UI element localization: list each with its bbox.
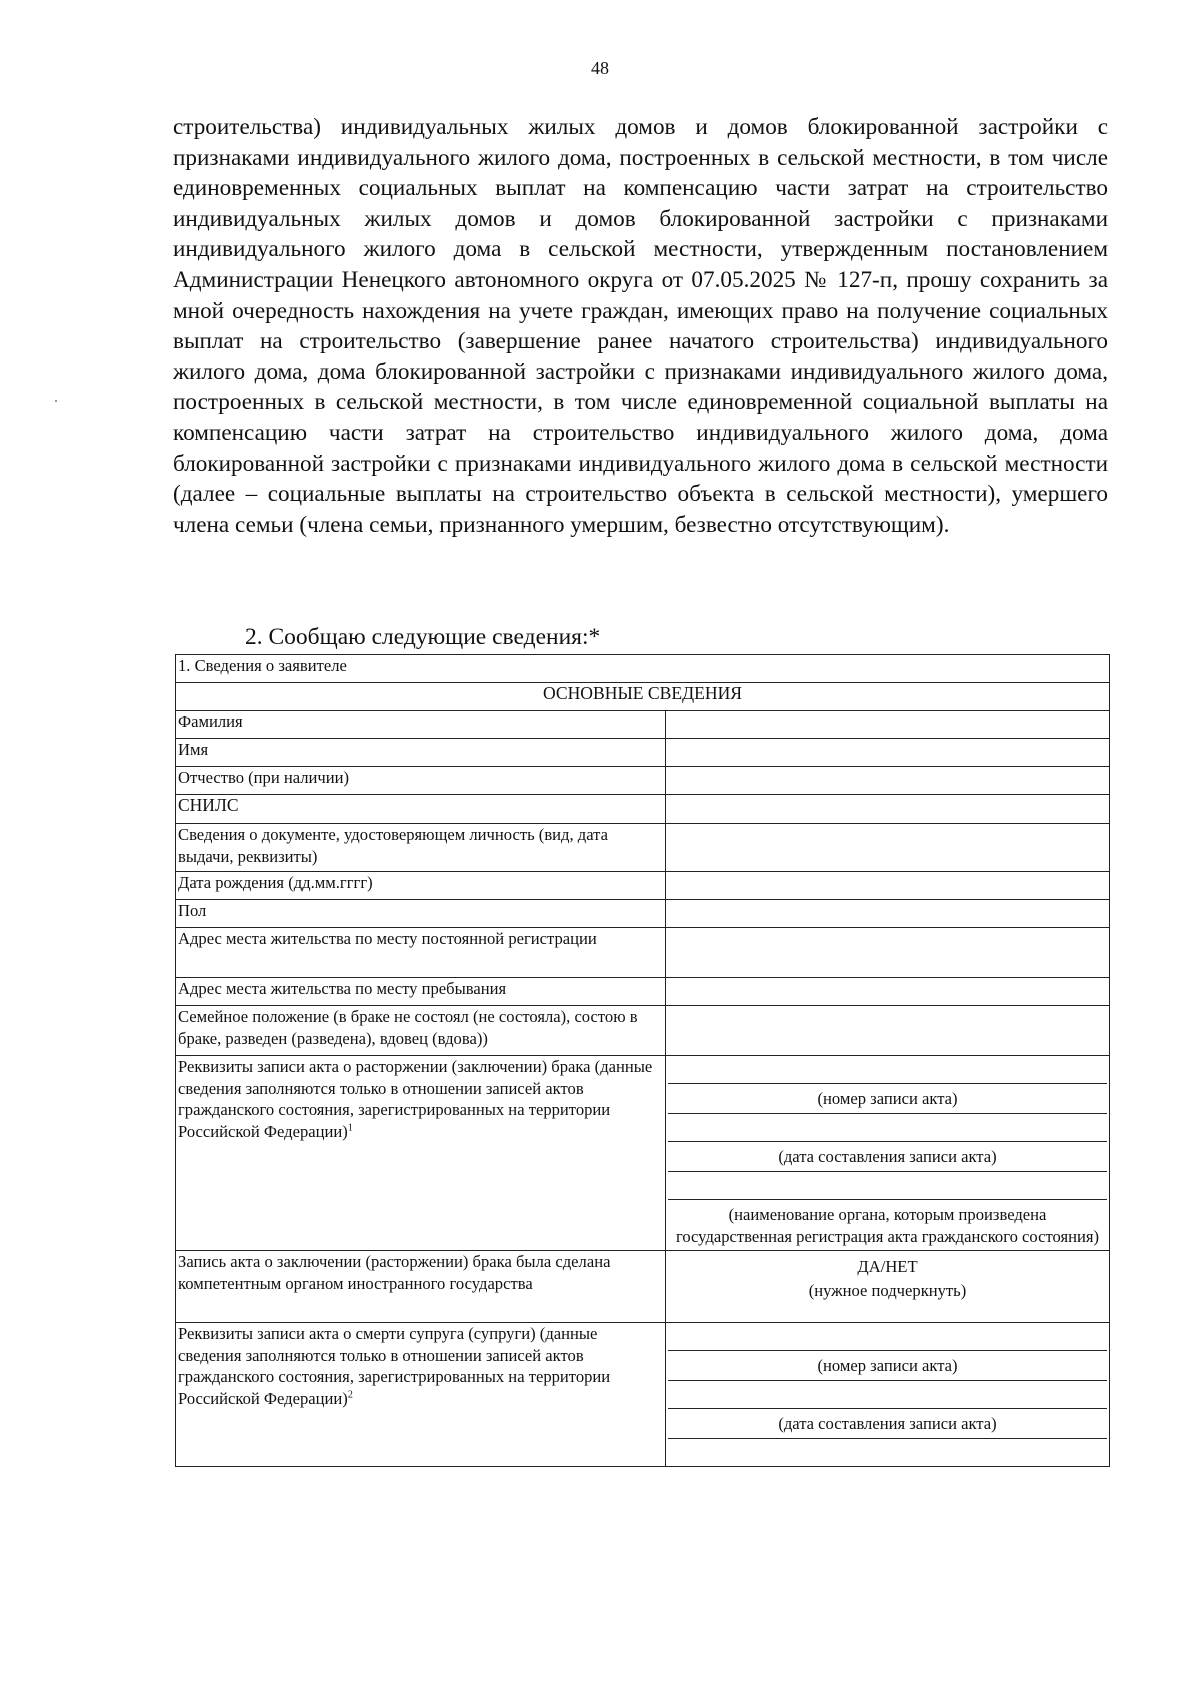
field-value-marital-status[interactable] bbox=[666, 1006, 1110, 1056]
marriage-record-date-caption: (дата составления записи акта) bbox=[668, 1142, 1107, 1172]
field-value-death-record bbox=[666, 1323, 1110, 1467]
field-label-foreign-marriage: Запись акта о заключении (расторжении) брака была сделана компетентным органом иностранного государства bbox=[176, 1251, 666, 1323]
field-value-birth-date[interactable] bbox=[666, 872, 1110, 900]
table-row bbox=[176, 872, 1110, 900]
field-label-identity-document: Сведения о документе, удостоверяющем личность (вид, дата выдачи, реквизиты) bbox=[176, 824, 666, 872]
yes-no-hint: (нужное подчеркнуть) bbox=[808, 1281, 967, 1300]
field-value-name[interactable] bbox=[666, 739, 1110, 767]
field-label-marriage-record bbox=[176, 1056, 666, 1251]
table-section-title: 1. Сведения о заявителе bbox=[176, 655, 1110, 683]
marriage-record-authority-caption: (наименование органа, которым произведена государственная регистрация акта гражданского состояния) bbox=[675, 1205, 1100, 1246]
marriage-record-label-text: Реквизиты записи акта о расторжении (заключении) брака (данные сведения заполняются только в отношении записей актов гражданского состояния, зарегистрированных на территории Российской Федерации) bbox=[178, 1057, 653, 1141]
death-record-label-text: Реквизиты записи акта о смерти супруга (супруги) (данные сведения заполняются только в отношении записей актов гражданского состояния, зарегистрированных на территории Российской Федерации) bbox=[178, 1324, 611, 1408]
table-row bbox=[176, 767, 1110, 795]
table-row bbox=[176, 1006, 1110, 1056]
field-label-name: Имя bbox=[176, 739, 666, 767]
field-label-snils: СНИЛС bbox=[176, 795, 666, 824]
footnote-marker: 1 bbox=[347, 1121, 353, 1133]
section-heading: 2. Сообщаю следующие сведения:* bbox=[245, 624, 601, 650]
footnote-marker: 2 bbox=[347, 1388, 353, 1400]
field-value-permanent-address[interactable] bbox=[666, 928, 1110, 978]
death-record-date-caption: (дата составления записи акта) bbox=[668, 1409, 1107, 1439]
field-value-sex[interactable] bbox=[666, 900, 1110, 928]
table-row bbox=[176, 928, 1110, 978]
table-row bbox=[176, 1323, 1110, 1467]
table-row bbox=[176, 978, 1110, 1006]
field-label-temporary-address: Адрес места жительства по месту пребывания bbox=[176, 978, 666, 1006]
death-record-date-input[interactable] bbox=[668, 1381, 1107, 1409]
table-row bbox=[176, 1251, 1110, 1323]
table-row bbox=[176, 824, 1110, 872]
marriage-record-number-input[interactable] bbox=[668, 1056, 1107, 1084]
field-label-marital-status: Семейное положение (в браке не состоял (не состояла), состою в браке, разведен (разведена), вдовец (вдова)) bbox=[176, 1006, 666, 1056]
death-record-number-input[interactable] bbox=[668, 1323, 1107, 1351]
applicant-info-table bbox=[175, 654, 1110, 1467]
death-record-number-caption: (номер записи акта) bbox=[668, 1351, 1107, 1381]
table-row bbox=[176, 795, 1110, 824]
table-row bbox=[176, 900, 1110, 928]
field-value-marriage-record bbox=[666, 1056, 1110, 1251]
field-label-birth-date: Дата рождения (дд.мм.гггг) bbox=[176, 872, 666, 900]
field-value-snils[interactable] bbox=[666, 795, 1110, 824]
field-label-permanent-address: Адрес места жительства по месту постоянной регистрации bbox=[176, 928, 666, 978]
field-label-patronymic: Отчество (при наличии) bbox=[176, 767, 666, 795]
field-value-surname[interactable] bbox=[666, 711, 1110, 739]
marriage-record-number-caption: (номер записи акта) bbox=[668, 1084, 1107, 1114]
field-label-sex: Пол bbox=[176, 900, 666, 928]
field-value-foreign-marriage bbox=[666, 1251, 1110, 1323]
field-value-patronymic[interactable] bbox=[666, 767, 1110, 795]
table-row bbox=[176, 739, 1110, 767]
yes-no-choice[interactable]: ДА/НЕТ bbox=[857, 1257, 918, 1276]
table-row bbox=[176, 1056, 1110, 1251]
marriage-record-authority-input[interactable] bbox=[668, 1172, 1107, 1200]
field-value-identity-document[interactable] bbox=[666, 824, 1110, 872]
field-label-death-record bbox=[176, 1323, 666, 1467]
death-record-extra-input[interactable] bbox=[668, 1439, 1107, 1466]
table-subheader: ОСНОВНЫЕ СВЕДЕНИЯ bbox=[176, 683, 1110, 711]
table-row bbox=[176, 711, 1110, 739]
page-number: 48 bbox=[591, 58, 609, 78]
scan-speck bbox=[55, 400, 57, 402]
field-value-temporary-address[interactable] bbox=[666, 978, 1110, 1006]
marriage-record-date-input[interactable] bbox=[668, 1114, 1107, 1142]
intro-paragraph: строительства) индивидуальных жилых домов и домов блокированной застройки с признаками индивидуального жилого дома, построенных в сельской местности, в том числе единовременных социальных выплат на компенсацию части затрат на строительство индивидуальных жилых домов и домов блокированной застройки с признаками индивидуального жилого дома в сельской местности, утвержденным постановлением Администрации Ненецкого автономного округа от 07.05.2025 № 127-п, прошу сохранить за мной очередность нахождения на учете граждан, имеющих право на получение социальных выплат на строительство (завершение ранее начатого строительства) индивидуального жилого дома, дома блокированной застройки с признаками индивидуального жилого дома, построенных в сельской местности, в том числе единовременной социальной выплаты на компенсацию части затрат на строительство индивидуального жилого дома, дома блокированной застройки с признаками индивидуального жилого дома в сельской местности (далее – социальные выплаты на строительство объекта в сельской местности), умершего члена семьи (члена семьи, признанного умершим, безвестно отсутствующим). bbox=[173, 114, 1108, 538]
field-label-surname: Фамилия bbox=[176, 711, 666, 739]
